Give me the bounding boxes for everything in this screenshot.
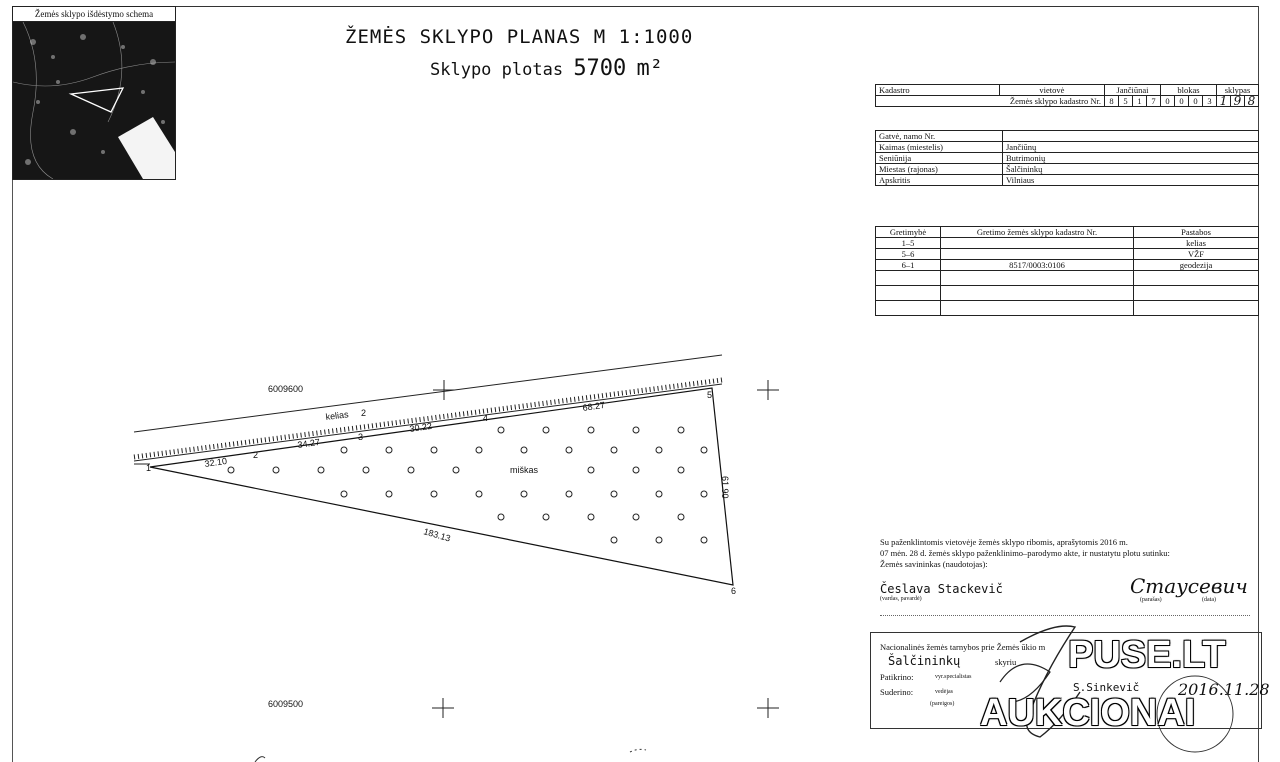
plot-digit: 9 (1231, 96, 1245, 107)
table-row (876, 260, 1259, 271)
neighbor-note: geodezija (1134, 260, 1259, 271)
address-value: Vilniaus (1003, 175, 1259, 186)
address-value: Butrimonių (1003, 153, 1259, 164)
cadastre-digit: 3 (1203, 96, 1217, 107)
neighbors-table (875, 226, 1259, 316)
address-label: Miestas (rajonas) (876, 164, 1003, 175)
plot-boundary (150, 388, 733, 585)
neighbors-header: Gretimo žemės sklypo kadastro Nr. (941, 227, 1134, 238)
cadastre-digit: 7 (1147, 96, 1161, 107)
declaration-line: 07 mėn. 28 d. žemės sklypo paženklinimo–parodymo akte, ir nustatytu plotu sutinku: (880, 548, 1170, 558)
neighbor-gret: 6–1 (876, 260, 941, 271)
adjusted-label: Suderino: (880, 687, 914, 697)
road-hatching (134, 380, 722, 457)
neighbor-gret: 5–6 (876, 249, 941, 260)
neighbor-nr (941, 301, 1134, 316)
checked-label: Patikrino: (880, 672, 914, 682)
location-schema-title: Žemės sklypo išdėstymo schema (13, 7, 175, 22)
cadastre-table (875, 84, 1259, 107)
adjusted-role: vedėjas (935, 689, 953, 695)
neighbor-note (1134, 271, 1259, 286)
checked-role: vyr.specialistas (935, 674, 972, 680)
watermark-line: PUSE.LT (1068, 634, 1226, 676)
table-row (876, 271, 1259, 286)
approval-district: Šalčininkų (888, 654, 961, 668)
approval-line: Nacionalinės žemės tarnybos prie Žemės ūkio m (880, 642, 1046, 652)
neighbor-gret (876, 286, 941, 301)
owner-name: Česlava Stackevič (880, 582, 1003, 596)
road-number: 2 (361, 408, 367, 418)
address-table (875, 130, 1259, 186)
vietove-value: Jančiūnai (1105, 85, 1161, 96)
cadastre-digit: 0 (1161, 96, 1175, 107)
declaration-line: Su paženklintomis vietovėje žemės sklypo ribomis, aprašytomis 2016 m. (880, 537, 1128, 547)
owner-caption: (vardas, pavardė) (880, 596, 922, 602)
length-label: 183.13 (422, 526, 452, 544)
neighbor-note (1134, 286, 1259, 301)
address-label: Seniūnija (876, 153, 1003, 164)
scribble-mark (255, 757, 265, 762)
address-value: Jančiūnų (1003, 142, 1259, 153)
neighbor-note (1134, 301, 1259, 316)
cadastre-digit: 0 (1175, 96, 1189, 107)
length-label: 68.27 (581, 399, 606, 413)
area-label: Sklypo plotas (430, 60, 564, 80)
blokas-label: blokas (1161, 85, 1217, 96)
point-label: 2 (253, 450, 259, 460)
point-label: 5 (707, 390, 713, 400)
neighbor-nr (941, 249, 1134, 260)
table-row (876, 286, 1259, 301)
cadastre-digit: 0 (1189, 96, 1203, 107)
cadastre-digit: 8 (1105, 96, 1119, 107)
plot-digit: 8 (1245, 96, 1259, 107)
neighbors-header: Gretimybė (876, 227, 941, 238)
watermark-line: AUKCIONAI (980, 692, 1196, 734)
neighbor-note: kelias (1134, 238, 1259, 249)
forest-label: miškas (510, 465, 539, 475)
length-label: 32.10 (203, 455, 228, 469)
cadastre-digit: 1 (1133, 96, 1147, 107)
declaration-line: Žemės savininkas (naudotojas): (880, 559, 988, 569)
address-value (1003, 131, 1259, 142)
table-row (876, 238, 1259, 249)
neighbor-note: VŽF (1134, 249, 1259, 260)
cadastre-label: Kadastro (876, 85, 1000, 96)
vietove-label: vietovė (999, 85, 1104, 96)
neighbor-nr (941, 271, 1134, 286)
role-caption: (pareigos) (930, 701, 955, 707)
area-unit: m² (636, 56, 664, 81)
address-label: Apskritis (876, 175, 1003, 186)
neighbor-nr: 8517/0003:0106 (941, 260, 1134, 271)
plan-title: ŽEMĖS SKLYPO PLANAS M 1:1000 (345, 26, 694, 48)
point-label: 6 (731, 586, 737, 596)
approval-district-suffix: skyriu (995, 657, 1017, 667)
declaration-block (880, 537, 1260, 570)
coordinate-bottom: 6009500 (268, 699, 304, 709)
owner-signature: Стаусевич (1130, 574, 1248, 598)
length-label: 34.27 (296, 436, 321, 450)
neighbor-gret: 1–5 (876, 238, 941, 249)
approver-name: S.Sinkevič (1073, 681, 1140, 694)
point-label: 3 (358, 432, 364, 442)
scribble-mark (630, 749, 646, 752)
date-caption: (data) (1202, 597, 1216, 603)
neighbor-gret (876, 301, 941, 316)
neighbor-nr (941, 238, 1134, 249)
point-label: 4 (483, 413, 489, 423)
coordinate-top: 6009600 (268, 384, 304, 394)
plot-digit: 1 (1217, 96, 1231, 107)
address-label: Kaimas (miestelis) (876, 142, 1003, 153)
length-label: 30.22 (408, 420, 433, 434)
sign-caption: (parašas) (1140, 597, 1162, 603)
length-label: 61.90 (720, 476, 730, 499)
approval-date: 2016.11.28 (1178, 680, 1270, 699)
sklypas-label: sklypas (1217, 85, 1259, 96)
neighbors-header: Pastabos (1134, 227, 1259, 238)
area-value: 5700 (573, 56, 627, 81)
neighbor-gret (876, 271, 941, 286)
point-label: 1 (146, 463, 152, 473)
address-value: Šalčininkų (1003, 164, 1259, 175)
cadastre-number-label: Žemės sklypo kadastro Nr. (876, 96, 1105, 107)
table-row (876, 249, 1259, 260)
neighbor-nr (941, 286, 1134, 301)
table-row (876, 301, 1259, 316)
cadastre-digit: 5 (1119, 96, 1133, 107)
address-label: Gatvė, namo Nr. (876, 131, 1003, 142)
road-label: kelias (325, 409, 350, 422)
